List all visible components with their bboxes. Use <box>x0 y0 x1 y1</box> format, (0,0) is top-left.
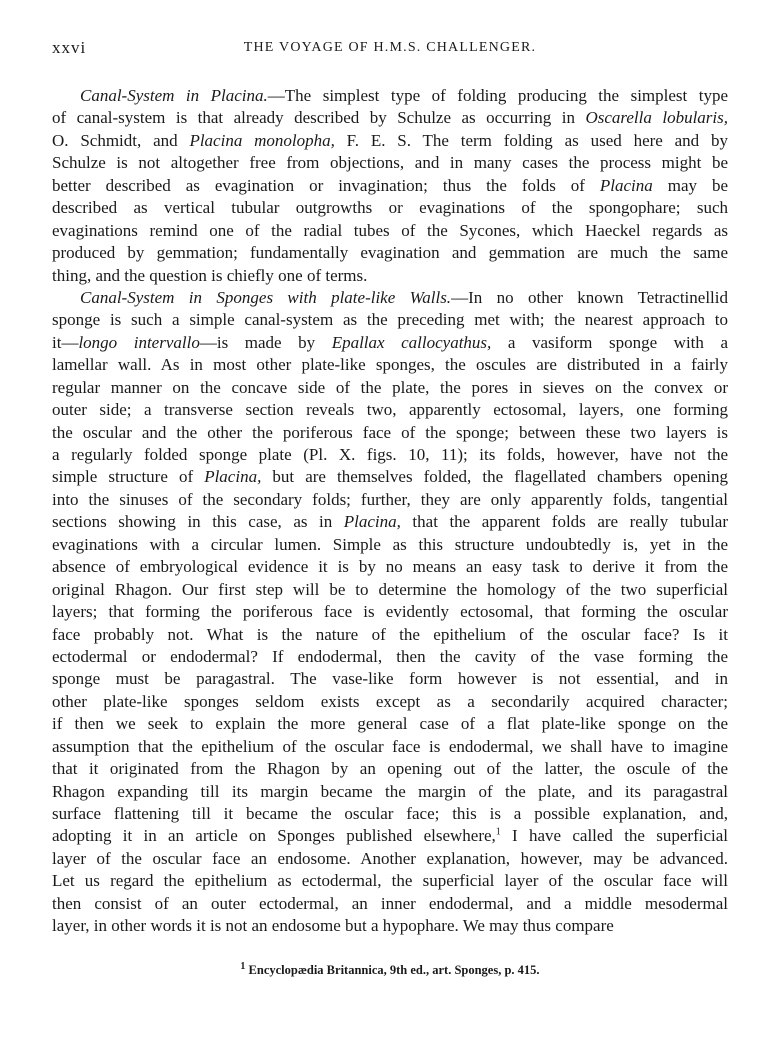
text-line <box>52 511 728 533</box>
text-line <box>52 175 728 197</box>
italic-text: Epallax callocyathus, <box>331 332 492 352</box>
text-segment: it— <box>52 332 79 352</box>
text-segment: ectodermal or endodermal? If endodermal, then the cavity of the vase forming the <box>52 646 728 666</box>
text-segment: thing, and the question is chiefly one of terms. <box>52 265 368 285</box>
body-text <box>52 85 728 938</box>
text-line <box>52 399 728 421</box>
text-segment: regular manner on the concave side of the plate, the pores in sieves on the convex or <box>52 377 728 397</box>
text-segment: other plate-like sponges seldom exists except as a secondarily acquired character; <box>52 691 728 711</box>
text-line <box>52 130 728 152</box>
text-line <box>52 758 728 780</box>
footnote-marker: 1 <box>240 960 246 972</box>
text-segment: —In no other known Tetractinellid <box>451 287 728 307</box>
text-line <box>52 197 728 219</box>
text-line <box>52 624 728 646</box>
text-line <box>52 825 728 847</box>
text-segment: surface flattening till it became the oscular face; this is a possible explanation, and, <box>52 804 728 823</box>
text-segment: original Rhagon. Our first step will be to determine the homology of the two superficial <box>52 579 728 599</box>
text-segment: evaginations with a circular lumen. Simple as this structure undoubtedly is, yet in the <box>52 534 728 554</box>
text-segment: sections showing in this case, as in <box>52 512 344 532</box>
text-segment: the oscular and the other the poriferous face of the sponge; between these two layers is <box>52 422 728 442</box>
text-segment: then consist of an outer ectodermal, an inner endodermal, and a middle mesodermal <box>52 893 728 913</box>
footnote-text: Encyclopædia Britannica, 9th ed., art. Sponges, p. 415. <box>245 963 540 977</box>
text-segment: sponge must be paragastral. The vase-like form however is not essential, and in <box>52 669 728 689</box>
text-segment: a regularly folded sponge plate (Pl. X. figs. 10, 11); its folds, however, have not the <box>52 445 728 464</box>
text-line <box>52 668 728 690</box>
text-line <box>52 85 728 107</box>
text-line <box>52 489 728 511</box>
text-line <box>52 893 728 915</box>
text-line <box>52 444 728 466</box>
text-line <box>52 377 728 399</box>
text-segment: if then we seek to explain the more general case of a flat plate-like sponge on the <box>52 714 728 734</box>
italic-text: Canal-System in Placina. <box>80 86 268 105</box>
text-segment: may be <box>652 175 728 195</box>
footnote <box>52 960 728 978</box>
text-segment: but are themselves folded, the flagellated chambers opening <box>261 467 728 487</box>
text-segment: a vasiform sponge with a <box>491 332 728 352</box>
page-number: xxvi <box>52 38 87 57</box>
text-line <box>52 422 728 444</box>
text-segment: simple structure of <box>52 467 205 487</box>
italic-text: Oscarella lobularis, <box>585 108 728 128</box>
text-line <box>52 466 728 488</box>
paragraph <box>52 85 728 287</box>
text-segment: layer of the oscular face an endosome. Another explanation, however, may be advanced. <box>52 848 728 868</box>
running-title: THE VOYAGE OF H.M.S. CHALLENGER. <box>243 40 537 55</box>
text-line <box>52 534 728 556</box>
text-line <box>52 915 728 937</box>
text-line <box>52 287 728 309</box>
text-line <box>52 848 728 870</box>
text-segment: O. Schmidt, and <box>52 130 190 150</box>
text-segment: into the sinuses of the secondary folds; further, they are only apparently folds, tangential <box>52 489 728 509</box>
text-line <box>52 152 728 174</box>
text-segment: of canal-system is that already described by Schulze as occurring in <box>52 108 586 128</box>
footnote-ref: 1 <box>495 826 501 838</box>
italic-text: Placina monolopha, <box>189 130 335 150</box>
text-line <box>52 332 728 354</box>
text-segment: face probably not. What is the nature of the epithelium of the oscular face? Is it <box>52 624 728 644</box>
text-segment: lamellar wall. As in most other plate-like sponges, the oscules are distributed in a fairly <box>52 355 728 375</box>
page-header <box>52 38 728 62</box>
italic-text: Canal-System in Sponges with plate-like Walls. <box>80 287 452 307</box>
text-segment: layer, in other words it is not an endosome but a hypophare. We may thus compare <box>52 916 614 936</box>
text-line <box>52 781 728 803</box>
text-segment: that the apparent folds are really tubular <box>400 512 728 532</box>
text-line <box>52 107 728 129</box>
text-line <box>52 713 728 735</box>
text-segment: Rhagon expanding till its margin became the margin of the plate, and its paragastral <box>52 781 728 801</box>
italic-text: Placina <box>599 175 653 195</box>
text-line <box>52 601 728 623</box>
text-segment: produced by gemmation; fundamentally evagination and gemmation are much the same <box>52 243 728 263</box>
italic-text: Placina, <box>204 467 262 487</box>
text-segment: —The simplest type of folding producing the simplest type <box>267 86 728 105</box>
text-line <box>52 556 728 578</box>
text-segment: Schulze is not altogether free from objections, and in many cases the process might be <box>52 153 728 173</box>
text-segment: —is made by <box>199 332 332 352</box>
text-line <box>52 803 728 825</box>
text-line <box>52 691 728 713</box>
text-segment: described as vertical tubular outgrowths or evaginations of the spongophare; such <box>52 198 728 218</box>
italic-text: Placina, <box>343 512 401 532</box>
text-segment: layers; that forming the poriferous face is evidently ectosomal, that forming the oscular <box>52 602 728 622</box>
text-segment: that it originated from the Rhagon by an opening out of the latter, the oscule of the <box>52 759 728 779</box>
text-line <box>52 354 728 376</box>
text-segment: better described as evagination or invagination; thus the folds of <box>52 175 600 195</box>
text-segment: assumption that the epithelium of the oscular face is endodermal, we shall have to imagine <box>52 736 728 756</box>
text-line <box>52 242 728 264</box>
text-line <box>52 579 728 601</box>
text-segment: outer side; a transverse section reveals two, apparently ectosomal, layers, one forming <box>52 400 728 420</box>
text-segment: sponge is such a simple canal-system as the preceding met with; the nearest approach to <box>52 310 728 330</box>
text-segment: I have called the superficial <box>500 826 728 846</box>
text-line <box>52 736 728 758</box>
text-line <box>52 220 728 242</box>
text-segment: F. E. S. The term folding as used here and by <box>334 130 728 150</box>
italic-text: longo intervallo <box>78 332 200 352</box>
text-line <box>52 870 728 892</box>
text-line <box>52 309 728 331</box>
text-segment: evaginations remind one of the radial tubes of the Sycones, which Haeckel regards as <box>52 220 728 240</box>
text-segment: adopting it in an article on Sponges published elsewhere, <box>52 826 496 846</box>
text-line <box>52 265 728 287</box>
text-segment: absence of embryological evidence it is by no means an easy task to derive it from the <box>52 557 728 577</box>
text-line <box>52 646 728 668</box>
paragraph <box>52 287 728 938</box>
text-segment: Let us regard the epithelium as ectodermal, the superficial layer of the oscular face will <box>52 871 728 891</box>
